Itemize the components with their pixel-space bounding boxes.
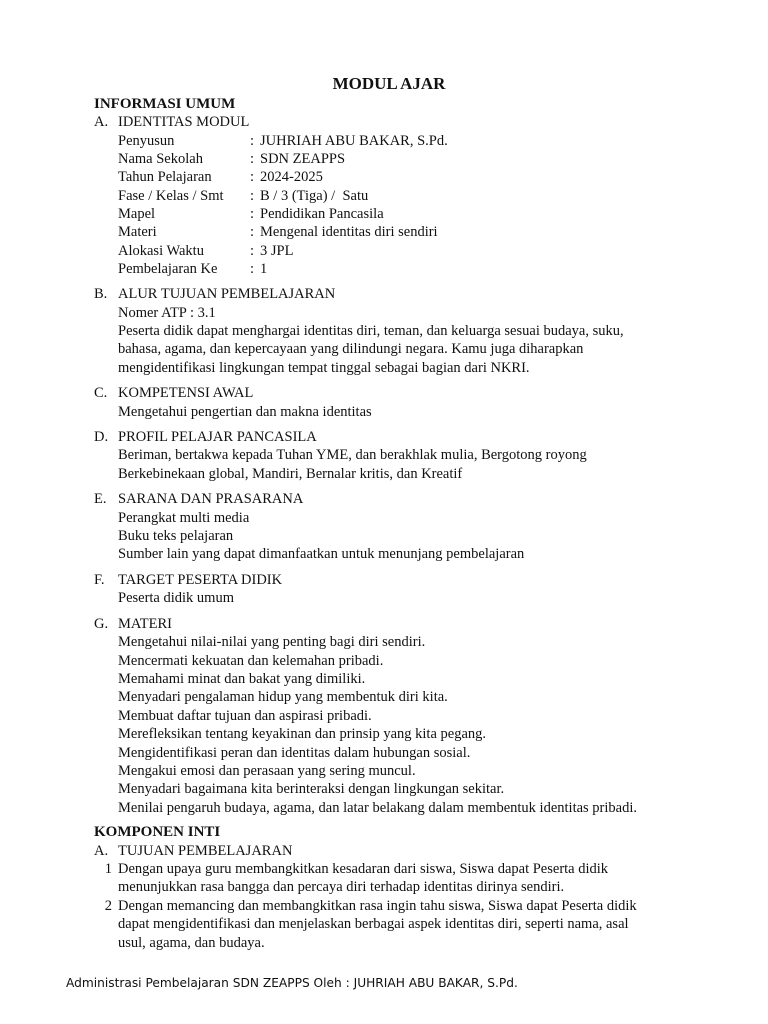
- materi-line: Menilai pengaruh budaya, agama, dan latar belakang dalam membentuk identitas pribadi.: [118, 799, 637, 816]
- identitas-value: Pendidikan Pancasila: [260, 206, 384, 222]
- section-alur-body: [94, 304, 694, 378]
- section-letter: D.: [94, 429, 109, 446]
- materi-line: Membuat daftar tujuan dan aspirasi pribadi.: [118, 707, 372, 724]
- identitas-label: Alokasi Waktu: [118, 242, 204, 259]
- identitas-row: [118, 242, 448, 260]
- section-identitas-header: [94, 113, 694, 131]
- identitas-row: [118, 150, 448, 168]
- page-title: MODUL AJAR: [332, 74, 446, 93]
- identitas-value: B / 3 (Tiga) / Satu: [260, 187, 369, 204]
- identitas-label: Tahun Pelajaran: [118, 169, 212, 186]
- section-letter: C.: [94, 385, 108, 402]
- tujuan-line: dapat mengidentifikasi dan menjelaskan berbagai aspek identitas diri, seperti nama, asal: [118, 916, 629, 933]
- materi-line: Mengetahui nilai-nilai yang penting bagi diri sendiri.: [118, 634, 426, 651]
- section-title: TUJUAN PEMBELAJARAN: [118, 842, 293, 859]
- identitas-value: JUHRIAH ABU BAKAR, S.Pd.: [260, 132, 448, 149]
- materi-line: Memahami minat dan bakat yang dimiliki.: [118, 670, 366, 687]
- identitas-row: [118, 132, 448, 150]
- informasi-umum-heading: INFORMASI UMUM: [94, 96, 236, 112]
- tujuan-item: [94, 860, 694, 897]
- identitas-value: 3 JPL: [260, 242, 294, 259]
- body-line: mengidentifikasi lingkungan tempat tinggal sebagai bagian dari NKRI.: [118, 359, 530, 376]
- materi-line: Menyadari bagaimana kita berinteraksi dengan lingkungan sekitar.: [118, 781, 505, 798]
- section-letter: A.: [94, 114, 109, 131]
- section-materi-header: [94, 615, 694, 633]
- body-line: Peserta didik umum: [118, 590, 234, 607]
- section-letter: A.: [94, 842, 109, 859]
- komponen-inti-heading: KOMPONEN INTI: [94, 824, 221, 841]
- identitas-colon: :: [250, 151, 255, 168]
- section-title: ALUR TUJUAN PEMBELAJARAN: [118, 286, 336, 303]
- materi-line: Mengidentifikasi peran dan identitas dalam hubungan sosial.: [118, 744, 471, 761]
- body-line: Berkebinekaan global, Mandiri, Bernalar kritis, dan Kreatif: [118, 465, 463, 482]
- identitas-colon: :: [250, 224, 255, 241]
- tujuan-list: [94, 860, 694, 952]
- page-footer: Administrasi Pembelajaran SDN ZEAPPS Oleh : JUHRIAH ABU BAKAR, S.Pd.: [66, 976, 518, 990]
- section-alur-header: [94, 285, 694, 303]
- section-title: IDENTITAS MODUL: [118, 114, 250, 131]
- materi-line: Merefleksikan tentang keyakinan dan prinsip yang kita pegang.: [118, 726, 487, 743]
- identitas-row: [118, 223, 448, 241]
- section-profil-body: [94, 446, 694, 483]
- tujuan-line: menunjukkan rasa bangga dan percaya diri terhadap identitas dirinya sendiri.: [118, 879, 565, 896]
- tujuan-line: Dengan memancing dan membangkitkan rasa ingin tahu siswa, Siswa dapat Peserta didik: [118, 897, 637, 914]
- section-letter: G.: [94, 615, 109, 632]
- body-line: Peserta didik dapat menghargai identitas diri, teman, dan keluarga sesuai budaya, suku,: [118, 323, 624, 339]
- identitas-colon: :: [250, 132, 255, 149]
- identitas-value: SDN ZEAPPS: [260, 151, 346, 168]
- section-letter: B.: [94, 286, 108, 303]
- identitas-row: [118, 205, 448, 223]
- section-title: MATERI: [118, 615, 172, 632]
- identitas-row: [118, 187, 448, 205]
- atp-number: Nomer ATP : 3.1: [118, 304, 216, 321]
- tujuan-item: [94, 897, 694, 952]
- materi-line: Mengakui emosi dan perasaan yang sering muncul.: [118, 762, 416, 779]
- section-title: SARANA DAN PRASARANA: [118, 491, 304, 508]
- section-tujuan-header: [94, 842, 694, 860]
- materi-line: Mencermati kekuatan dan kelemahan pribadi.: [118, 652, 384, 669]
- identitas-label: Penyusun: [118, 132, 175, 149]
- section-kompetensi-header: [94, 384, 694, 402]
- tujuan-line: Dengan upaya guru membangkitkan kesadaran dari siswa, Siswa dapat Peserta didik: [118, 860, 609, 877]
- section-materi-body: [94, 633, 694, 817]
- tujuan-line: usul, agama, dan budaya.: [118, 934, 265, 951]
- body-line: Buku teks pelajaran: [118, 528, 234, 545]
- body-line: Mengetahui pengertian dan makna identitas: [118, 403, 372, 420]
- section-kompetensi-body: [94, 403, 694, 421]
- identitas-label: Pembelajaran Ke: [118, 260, 218, 277]
- section-sarana-body: [94, 509, 694, 564]
- identitas-colon: :: [250, 187, 255, 204]
- identitas-label: Mapel: [118, 206, 156, 222]
- body-line: Beriman, bertakwa kepada Tuhan YME, dan berakhlak mulia, Bergotong royong: [118, 447, 587, 464]
- section-letter: F.: [94, 571, 105, 588]
- identitas-value: Mengenal identitas diri sendiri: [260, 224, 438, 241]
- body-line: bahasa, agama, dan kepercayaan yang dilindungi negara. Kamu juga diharapkan: [118, 341, 584, 358]
- identitas-label: Nama Sekolah: [118, 151, 203, 168]
- identitas-colon: :: [250, 242, 255, 259]
- body-line: Perangkat multi media: [118, 509, 250, 526]
- document-body: [94, 95, 694, 952]
- section-title: PROFIL PELAJAR PANCASILA: [118, 429, 317, 446]
- section-profil-header: [94, 428, 694, 446]
- identitas-row: [118, 260, 448, 278]
- identitas-row: [118, 168, 448, 186]
- identitas-value: 2024-2025: [260, 169, 323, 186]
- identitas-label: Fase / Kelas / Smt: [118, 187, 224, 204]
- section-title: TARGET PESERTA DIDIK: [118, 571, 283, 588]
- tujuan-number: 2: [104, 897, 112, 914]
- tujuan-number: 1: [104, 860, 112, 877]
- tujuan-text: [118, 860, 694, 897]
- identitas-table: [118, 132, 448, 278]
- identitas-colon: :: [250, 260, 255, 277]
- section-target-body: [94, 589, 694, 607]
- section-target-header: [94, 571, 694, 589]
- section-title: KOMPETENSI AWAL: [118, 385, 254, 402]
- body-line: Sumber lain yang dapat dimanfaatkan untuk menunjang pembelajaran: [118, 546, 525, 563]
- identitas-colon: :: [250, 169, 255, 186]
- identitas-value: 1: [260, 260, 268, 277]
- section-letter: E.: [94, 491, 107, 508]
- materi-line: Menyadari pengalaman hidup yang membentuk diri kita.: [118, 689, 448, 706]
- identitas-label: Materi: [118, 224, 157, 241]
- section-sarana-header: [94, 490, 694, 508]
- identitas-colon: :: [250, 206, 255, 222]
- tujuan-text: [118, 897, 694, 952]
